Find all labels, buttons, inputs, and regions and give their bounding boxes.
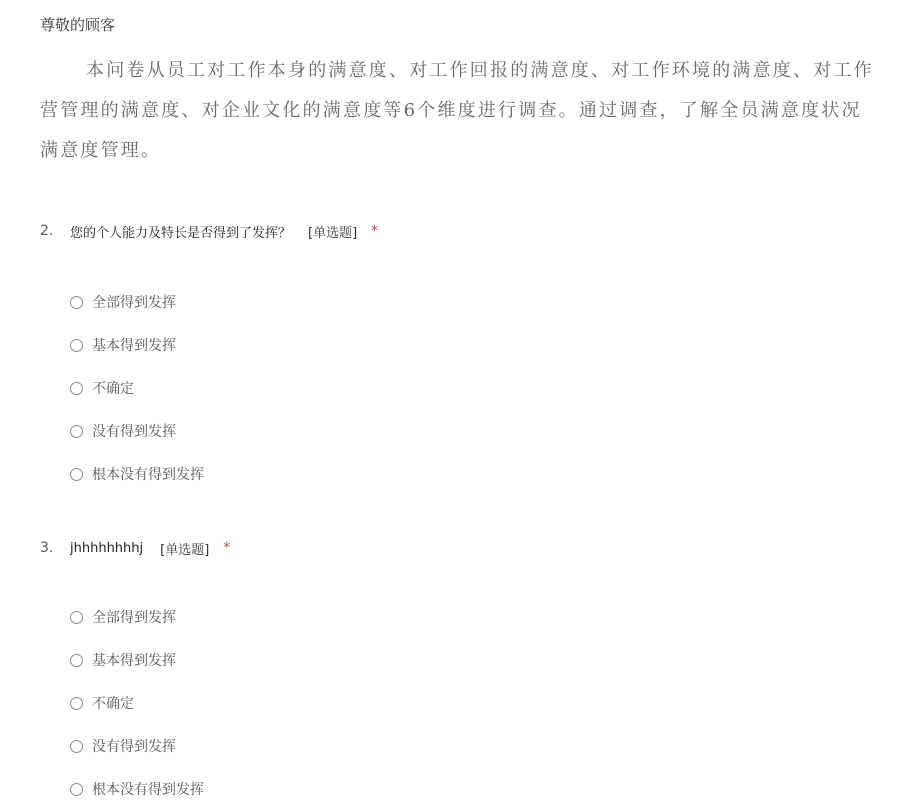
- survey-intro: [40, 51, 900, 171]
- intro-line: 满意度管理。: [40, 140, 162, 161]
- radio-button[interactable]: [70, 654, 83, 667]
- option-label: 没有得到发挥: [92, 424, 176, 440]
- radio-button[interactable]: [70, 611, 83, 624]
- option-label: 不确定: [92, 696, 134, 712]
- radio-button[interactable]: [70, 296, 83, 309]
- option-all-developed[interactable]: [70, 291, 176, 313]
- question-header: [40, 221, 880, 241]
- radio-button[interactable]: [70, 740, 83, 753]
- option-basically-developed[interactable]: [70, 334, 176, 356]
- option-uncertain[interactable]: [70, 692, 134, 714]
- option-uncertain[interactable]: [70, 377, 134, 399]
- question-number: 2.: [40, 223, 54, 239]
- question-number: 3.: [40, 540, 54, 556]
- question-3: [40, 538, 880, 798]
- greeting-text: 尊敬的顾客: [40, 16, 116, 34]
- question-title: 您的个人能力及特长是否得到了发挥？: [70, 225, 292, 241]
- question-type-tag: [单选题]: [160, 542, 210, 558]
- radio-button[interactable]: [70, 783, 83, 796]
- option-label: 基本得到发挥: [92, 653, 176, 669]
- option-label: 全部得到发挥: [92, 610, 176, 626]
- intro-line: 营管理的满意度、对企业文化的满意度等6个维度进行调查。通过调查，了解全员满意度状况: [40, 100, 862, 121]
- option-label: 根本没有得到发挥: [92, 782, 204, 798]
- required-marker: *: [371, 223, 379, 239]
- intro-line: 本问卷从员工对工作本身的满意度、对工作回报的满意度、对工作环境的满意度、对工作: [86, 60, 874, 81]
- option-not-developed[interactable]: [70, 420, 176, 442]
- question-title: jhhhhhhhhj: [70, 540, 144, 556]
- option-label: 基本得到发挥: [92, 338, 176, 354]
- option-not-developed-at-all[interactable]: [70, 463, 204, 485]
- radio-button[interactable]: [70, 382, 83, 395]
- option-label: 不确定: [92, 381, 134, 397]
- option-label: 根本没有得到发挥: [92, 467, 204, 483]
- option-label: 没有得到发挥: [92, 739, 176, 755]
- option-not-developed-at-all[interactable]: [70, 778, 204, 800]
- radio-button[interactable]: [70, 339, 83, 352]
- option-label: 全部得到发挥: [92, 295, 176, 311]
- radio-button[interactable]: [70, 697, 83, 710]
- option-basically-developed[interactable]: [70, 649, 176, 671]
- question-2: [40, 221, 880, 483]
- option-all-developed[interactable]: [70, 606, 176, 628]
- option-not-developed[interactable]: [70, 735, 176, 757]
- radio-button[interactable]: [70, 425, 83, 438]
- question-type-tag: [单选题]: [308, 225, 358, 241]
- radio-button[interactable]: [70, 468, 83, 481]
- required-marker: *: [223, 540, 231, 556]
- question-header: [40, 538, 880, 558]
